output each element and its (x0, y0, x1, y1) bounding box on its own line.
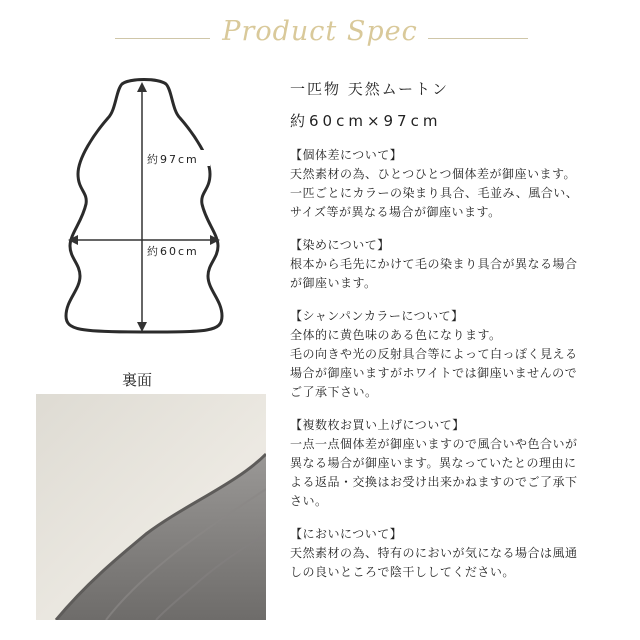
product-size: 約60cm×97cm (290, 112, 442, 130)
section-multiple-purchase (290, 416, 630, 511)
width-label: 約60cm (147, 245, 199, 258)
section-heading: 【においについて】 (290, 527, 403, 541)
spec-panel (290, 78, 630, 582)
mouton-outline (66, 80, 222, 333)
section-dyeing (290, 236, 630, 293)
height-arrow-top (137, 82, 147, 92)
rear-side-photo (36, 394, 266, 620)
rear-side-label: 裏面 (122, 371, 153, 389)
height-label: 約97cm (147, 153, 199, 166)
header-rule-right (428, 38, 528, 39)
section-body: 根本から毛先にかけて毛の染まり具合が異なる場合 が御座います。 (290, 257, 578, 290)
page-header (0, 14, 640, 54)
section-body: 一点一点個体差が御座いますので風合いや色合いが 異なる場合が御座います。異なっていたとの理由に よる返品・交換はお受け出来かねますのでご了承下 さい。 (290, 437, 578, 508)
section-body: 全体的に黄色味のある色になります。 毛の向きや光の反射具合等によって白っぽく見える 場合が御座いますがホワイトでは御座いませんので ご了承下さい。 (290, 328, 578, 399)
section-body: 天然素材の為、特有のにおいが気になる場合は風通 しの良いところで陰干ししてください。 (290, 546, 578, 579)
product-name: 一匹物 天然ムートン (290, 80, 450, 98)
section-champagne-color (290, 307, 630, 402)
size-diagram (50, 72, 235, 342)
page-title: Product Spec (222, 16, 418, 47)
section-body: 天然素材の為、ひとつひとつ個体差が御座います。 一匹ごとにカラーの染まり具合、毛並み、風合い、 サイズ等が異なる場合が御座います。 (290, 167, 579, 219)
section-individual-difference (290, 146, 630, 222)
section-odor (290, 525, 630, 582)
section-heading: 【複数枚お買い上げについて】 (290, 418, 465, 432)
section-heading: 【個体差について】 (290, 148, 403, 162)
section-heading: 【染めについて】 (290, 238, 390, 252)
section-heading: 【シャンパンカラーについて】 (290, 309, 464, 323)
